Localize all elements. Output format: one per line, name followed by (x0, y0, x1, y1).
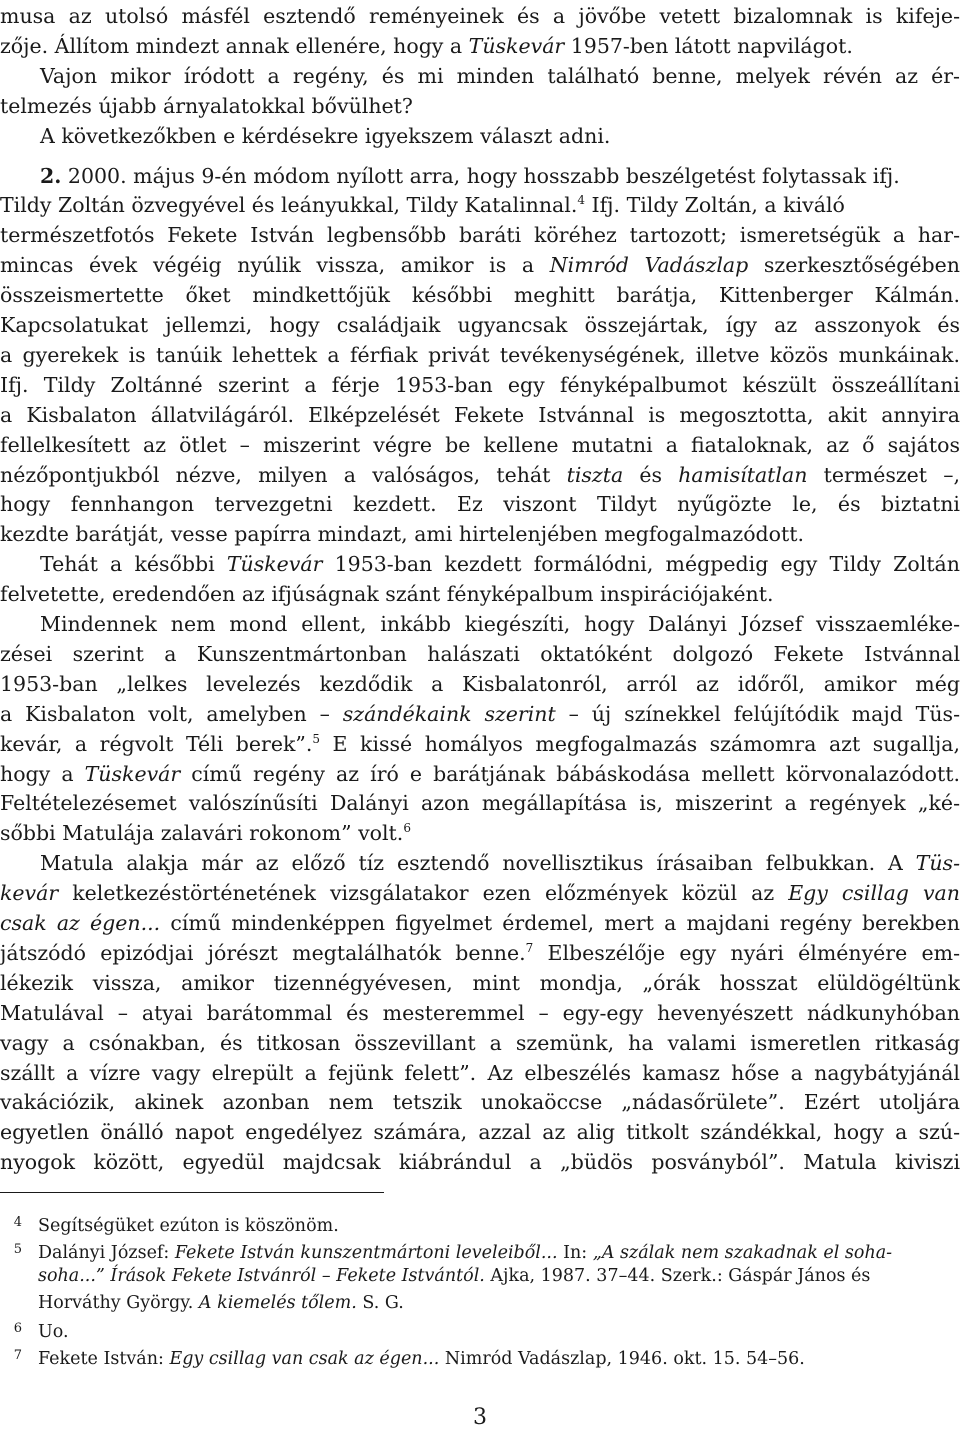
text-line: hogy fennhangon tervezgetni kezdett. Ez viszont Tildyt nyűgözte le, és biztatni (0, 492, 960, 517)
text-line: mincas évek végéig nyúlik vissza, amikor is a Nimród Vadászlap szerkesztőségében (0, 253, 960, 278)
text-line: zései szerint a Kunszentmártonban halászati oktatóként dolgozó Fekete Istvánnal (0, 641, 960, 666)
text-line: Feltételezésemet valószínűsíti Dalányi azon megállapítása is, miszerint a regények „ké- (0, 791, 960, 816)
footnote-line (0, 1343, 960, 1372)
text-line: Tehát a későbbi Tüskevár 1953-ban kezdett formálódni, mégpedig egy Tildy Zoltán (40, 552, 960, 577)
text-line: természetfotós Fekete István legbensőbb baráti köréhez tartozott; ismeretségük a har- (0, 223, 960, 248)
text-line: musa az utolsó másfél esztendő reményeinek és a jövőbe vetett bizalomnak is kifeje- (0, 4, 960, 28)
text-line: Matula alakja már az előző tíz esztendő novellisztikus írásaiban felbukkan. A Tüs- (40, 851, 960, 876)
text-line: fellelkesített az ötlet – miszerint végre be kellene mutatni a fiataloknak, az ő sajátos (0, 432, 960, 457)
footnote-text: Horváthy György. A kiemelés tőlem. S. G. (38, 1292, 404, 1313)
footnote-text: Dalányi József: Fekete István kunszentmártoni leveleiből... In: „A szálak nem szakadnak el soha- (38, 1242, 893, 1263)
text-line: sőbbi Matulája zalavári rokonom” volt.$^6$ (0, 821, 411, 846)
text-line: vagy a csónakban, és titkosan összevillant a szemünk, ha valami ismeretlen ritkaság (0, 1030, 960, 1055)
text-line: csak az égen... című mindenképpen figyelmet érdemel, mert a majdani regény berekben (0, 911, 960, 935)
footnote-line (0, 1263, 960, 1289)
footnote-number: 7 (13, 1348, 22, 1363)
footnote-text: Uo. (38, 1322, 69, 1343)
text-line: telmezés újabb árnyalatokkal bővülhet? (0, 93, 413, 118)
text-line: Ifj. Tildy Zoltánné szerint a férje 1953-ban egy fényképalbumot készült összeállítani (0, 372, 960, 397)
text-line: A következőkben e kérdésekre igyekszem választ adni. (40, 123, 611, 148)
text-line: zője. Állítom mindezt annak ellenére, hogy a Tüskevár 1957-ben látott napvilágot. (0, 33, 853, 58)
text-line: lékezik vissza, amikor tizennégyévesen, mint mondja, „órák hosszat elüldögéltünk (0, 970, 960, 995)
footnote-line (0, 1237, 960, 1266)
footnote-separator (0, 1192, 384, 1193)
footnote-text: soha...” Írások Fekete Istvánról – Fekete Istvántól. Ajka, 1987. 37–44. Szerk.: Gáspár János és (38, 1266, 871, 1287)
text-line: Vajon mikor íródott a regény, és mi minden található benne, melyek révén az ér- (40, 63, 960, 88)
text-line: 2. 2000. május 9-én módom nyílott arra, hogy hosszabb beszélgetést folytassak ifj. (40, 163, 900, 188)
footnote-number: 4 (13, 1215, 22, 1230)
text-line: Kapcsolatukat jellemzi, hogy családjaik ugyancsak összejártak, így az asszonyok és (0, 313, 960, 337)
text-line: hogy a Tüskevár című regény az író e barátjának bábáskodása mellett körvonalazódott. (0, 761, 960, 786)
text-line: vakációzik, akinek azonban nem tetszik unokaöccse „nádasőrülete”. Ezért utoljára (0, 1090, 960, 1115)
footnote-text: Segítségüket ezúton is köszönöm. (38, 1216, 339, 1236)
text-line: nyogok között, egyedül majdcsak kiábrándul a „büdös posványból”. Matula kiviszi (0, 1150, 960, 1175)
text-line: kevár, a régvolt Téli berek”.$^5$ E kissé homályos megfogalmazás számomra azt sugallja, (0, 731, 960, 756)
text-line: a gyerekek is tanúik lehettek a férfiak privát tevékenységének, illetve közös munkáinak. (0, 342, 960, 367)
text-line: felvetette, eredendően az ifjúságnak szánt fényképalbum inspirációjaként. (0, 582, 774, 607)
text-line: Mindennek nem mond ellent, inkább kiegészíti, hogy Dalányi József visszaemléke- (40, 612, 960, 636)
text-line: szállt a vízre vagy elrepült a fejünk felett”. Az elbeszélés kamasz hőse a nagybátyjánál (0, 1060, 960, 1085)
footnote-text: Fekete István: Egy csillag van csak az égen... Nimród Vadászlap, 1946. okt. 15. 54–56. (38, 1349, 805, 1369)
footnote-number: 6 (13, 1321, 22, 1337)
text-line: kevár keletkezéstörténetének vizsgálatakor ezen előzmények közül az Egy csillag van (0, 881, 960, 906)
text-line: Tildy Zoltán özvegyével és leányukkal, Tildy Katalinnal.$^4$ Ifj. Tildy Zoltán, a kiváló (0, 193, 845, 218)
text-line: kezdte barátját, vesse papírra mindazt, ami hirtelenjében megfogalmazódott. (0, 522, 804, 547)
text-line: a Kisbalaton állatvilágáról. Elképzelését Fekete Istvánnal is megosztotta, akit annyira (0, 402, 960, 427)
text-line: összeismertette őket mindkettőjük későbbi meghitt barátja, Kittenberger Kálmán. (0, 283, 960, 308)
footnote-line (0, 1210, 960, 1239)
footnote-number: 5 (13, 1241, 22, 1257)
page-number: 3 (473, 1405, 487, 1430)
text-line: 1953-ban „lelkes levelezés kezdődik a Kisbalatonról, arról az időről, amikor még (0, 671, 960, 696)
text-line: egyetlen önálló napot engedélyez számára, azzal az alig titkolt szándékkal, hogy a szú- (0, 1120, 960, 1145)
text-line: Matulával – atyai barátommal és mesteremmel – egy-egy hevenyészett nádkunyhóban (0, 1000, 960, 1025)
text-line: nézőpontjukból nézve, milyen a valóságos, tehát tiszta és hamisítatlan természet –, (0, 462, 960, 487)
text-line: játszódó epizódjai jórészt megtalálhatók benne.$^7$ Elbeszélője egy nyári élményére em- (0, 940, 960, 965)
footnote-line (0, 1316, 960, 1345)
footnote-line (0, 1290, 960, 1316)
text-line: a Kisbalaton volt, amelyben – szándékaink szerint – új színekkel felújítódik majd Tüs- (0, 701, 960, 726)
